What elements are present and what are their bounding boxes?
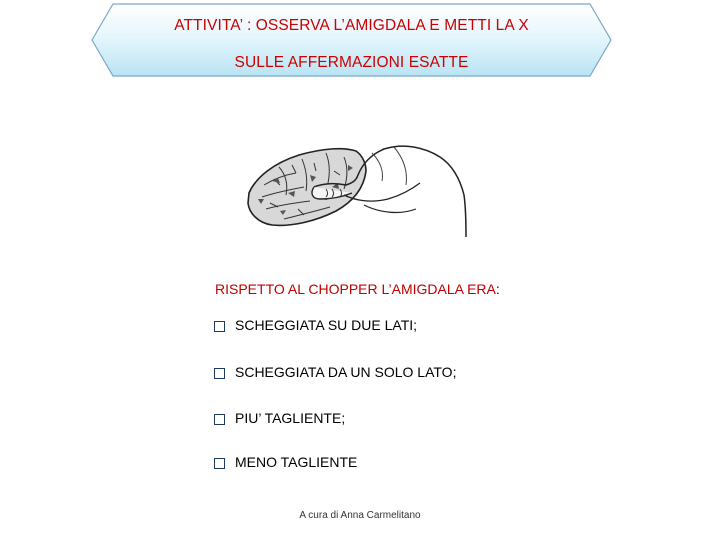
option-two-sides[interactable] bbox=[214, 317, 417, 333]
question-text: RISPETTO AL CHOPPER L’AMIGDALA ERA bbox=[215, 281, 496, 297]
option-sharper[interactable] bbox=[214, 410, 345, 426]
checkbox-icon[interactable] bbox=[214, 368, 225, 379]
question-heading bbox=[215, 281, 500, 297]
option-less-sharp[interactable] bbox=[214, 454, 357, 470]
activity-subtitle: SULLE AFFERMAZIONI ESATTE bbox=[234, 54, 469, 71]
option-one-side[interactable] bbox=[214, 364, 456, 380]
activity-title: ATTIVITA’ : OSSERVA L’AMIGDALA E METTI LA X bbox=[174, 17, 529, 34]
checkbox-icon[interactable] bbox=[214, 458, 225, 469]
author-credit: A cura di Anna Carmelitano bbox=[299, 510, 421, 521]
hand-axe-illustration bbox=[244, 135, 472, 240]
checkbox-icon[interactable] bbox=[214, 321, 225, 332]
option-label: SCHEGGIATA SU DUE LATI; bbox=[235, 317, 418, 333]
title-banner bbox=[91, 3, 612, 77]
question-colon: : bbox=[495, 281, 500, 297]
option-label: MENO TAGLIENTE bbox=[235, 454, 358, 470]
option-label: PIU’ TAGLIENTE; bbox=[235, 410, 346, 426]
hand-holding-hand-axe-icon bbox=[244, 135, 472, 240]
option-label: SCHEGGIATA DA UN SOLO LATO; bbox=[235, 364, 457, 380]
checkbox-icon[interactable] bbox=[214, 414, 225, 425]
